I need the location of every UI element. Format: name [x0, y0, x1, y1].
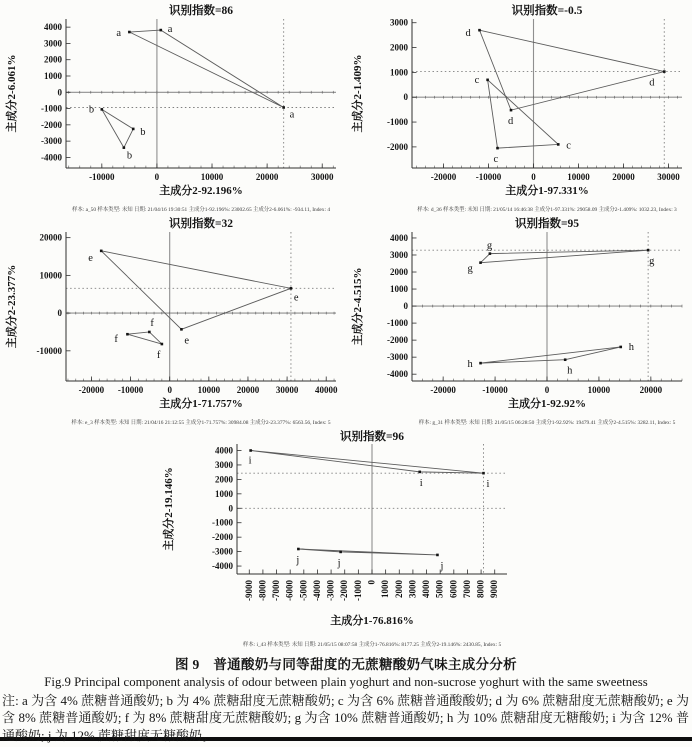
- y-tick-label: 4000: [44, 22, 62, 33]
- data-point-g: [647, 249, 650, 252]
- y-tick-label: 2000: [390, 42, 408, 53]
- sample-info-caption: 样本: d_36 样本类型: 未知 日期: 21/05/14 16:46:38 主成分1-97.331%: 29058.09 主成分2-1.409%: 1032.23, Index: 3: [417, 207, 677, 213]
- y-tick-label: 3000: [214, 459, 233, 470]
- y-tick-label: 2000: [214, 474, 233, 485]
- point-label-i: i: [486, 479, 489, 491]
- x-axis-label: 主成分1-97.331%: [505, 185, 589, 197]
- point-label-e: e: [293, 292, 299, 304]
- sample-group-j-triangle: [298, 549, 437, 555]
- y-tick-label: 2000: [390, 267, 408, 278]
- y-tick-label: -4000: [211, 561, 233, 572]
- point-label-j: j: [439, 560, 443, 572]
- data-point-a: [128, 31, 131, 34]
- y-tick-label: 1000: [44, 70, 62, 81]
- data-point-b: [123, 146, 126, 149]
- y-axis-label: 主成分2-6.061%: [6, 54, 18, 133]
- chart-title: 识别指数=96: [339, 431, 404, 443]
- point-label-f: f: [114, 334, 118, 346]
- y-axis-label: 主成分2-4.515%: [352, 267, 364, 346]
- point-label-h: h: [567, 365, 573, 377]
- data-point-h: [619, 346, 622, 349]
- x-tick-label: 0: [154, 172, 160, 182]
- chart-title: 识别指数=32: [168, 218, 234, 230]
- pca-chart-ij: [159, 428, 534, 650]
- x-tick-label: 4000: [420, 580, 431, 598]
- y-tick-label: 10000: [39, 270, 62, 281]
- x-axis-label: 主成分1-76.816%: [329, 615, 414, 627]
- x-tick-label: -10000: [89, 172, 115, 182]
- y-tick-label: 0: [57, 87, 62, 98]
- x-axis-label: 主成分2-92.196%: [159, 185, 243, 197]
- x-tick-label: 0: [544, 385, 550, 395]
- data-point-f: [148, 331, 151, 334]
- y-tick-label: -10000: [36, 345, 62, 356]
- data-point-b: [101, 108, 104, 111]
- x-tick-label: 6000: [447, 580, 458, 598]
- y-tick-label: 2000: [44, 54, 62, 65]
- y-tick-label: -1000: [387, 117, 408, 128]
- point-label-b: b: [126, 150, 133, 162]
- y-axis-label: 主成分2-23.377%: [6, 264, 18, 349]
- y-tick-label: -4000: [387, 369, 408, 380]
- x-tick-label: 2000: [393, 580, 404, 598]
- point-label-e: e: [184, 335, 190, 347]
- y-tick-label: 1000: [390, 67, 408, 78]
- y-axis-label: 主成分2-1.409%: [352, 54, 364, 133]
- sample-group-e-triangle: [101, 251, 291, 329]
- y-tick-label: 1000: [214, 488, 233, 499]
- y-tick-label: -2000: [211, 532, 233, 543]
- y-tick-label: 4000: [390, 232, 408, 243]
- x-tick-label: -7000: [270, 580, 281, 601]
- pca-chart-ef: [2, 215, 344, 428]
- y-tick-label: 1000: [390, 284, 408, 295]
- x-tick-label: -3000: [325, 580, 336, 601]
- x-tick-label: 20000: [255, 172, 279, 182]
- point-label-d: d: [649, 77, 655, 89]
- point-label-h: h: [467, 359, 473, 371]
- y-tick-label: -2000: [387, 141, 408, 152]
- point-label-b: b: [88, 104, 95, 116]
- x-tick-label: -6000: [284, 580, 295, 601]
- chart-title: 识别指数=86: [168, 5, 234, 17]
- y-tick-label: -1000: [41, 103, 62, 114]
- x-tick-label: -9000: [243, 580, 254, 601]
- point-label-e: e: [88, 252, 93, 264]
- data-point-d: [663, 70, 666, 73]
- data-point-h: [479, 362, 482, 365]
- x-tick-label: 40000: [314, 385, 338, 395]
- x-tick-label: -10000: [117, 385, 144, 395]
- x-tick-label: 30000: [310, 172, 334, 182]
- data-point-a: [282, 106, 285, 109]
- x-tick-label: 9000: [488, 580, 499, 598]
- sample-group-f-triangle: [127, 332, 161, 344]
- sample-group-b-triangle: [102, 109, 133, 147]
- point-label-d: d: [508, 116, 514, 128]
- data-point-c: [496, 147, 499, 150]
- x-tick-label: -2000: [338, 580, 349, 601]
- x-tick-label: 30000: [275, 385, 299, 395]
- data-point-e: [100, 250, 103, 253]
- point-label-a: a: [289, 109, 295, 121]
- y-tick-label: 0: [403, 301, 408, 312]
- data-point-j: [297, 548, 300, 551]
- y-tick-label: -4000: [41, 152, 62, 163]
- chart-title: 识别指数=95: [514, 218, 580, 230]
- y-tick-label: 3000: [390, 249, 408, 260]
- x-tick-label: -20000: [78, 385, 105, 395]
- data-point-g: [489, 252, 492, 255]
- x-tick-label: -20000: [430, 172, 457, 182]
- x-tick-label: 8000: [475, 580, 486, 598]
- data-point-j: [339, 551, 342, 554]
- pca-chart-ab: [2, 2, 344, 215]
- figure-caption-en: Fig.9 Principal component analysis of odour between plain yoghurt and non-sucrose yoghurt with the same sweetness: [44, 675, 648, 689]
- data-point-h: [564, 358, 567, 361]
- data-point-c: [557, 143, 560, 146]
- y-axis-label: 主成分2-19.146%: [162, 467, 175, 551]
- point-label-d: d: [465, 28, 471, 40]
- point-label-b: b: [140, 126, 146, 138]
- data-point-d: [510, 109, 513, 112]
- x-tick-label: 10000: [197, 385, 221, 395]
- x-tick-label: 7000: [461, 580, 472, 598]
- x-tick-label: -20000: [430, 385, 456, 395]
- x-tick-label: 30000: [657, 172, 680, 182]
- x-tick-label: -1000: [352, 580, 363, 601]
- sample-group-a-triangle: [129, 30, 283, 107]
- data-point-a: [159, 29, 162, 32]
- x-tick-label: -10000: [482, 385, 508, 395]
- sample-group-h-triangle: [481, 347, 621, 363]
- chart-title: 识别指数=-0.5: [511, 5, 583, 17]
- y-tick-label: -3000: [41, 136, 62, 147]
- charts-row-1: [0, 2, 692, 215]
- charts-row-2: [0, 215, 692, 428]
- x-tick-label: 10000: [567, 172, 590, 182]
- sample-info-caption: 样本: a_50 样本类型: 未知 日期: 21/04/16 19:30:51 主成分1-92.196%: 23002.65 主成分2-6.061%: -934.11, Index: 4: [71, 207, 331, 213]
- point-label-a: a: [116, 28, 122, 40]
- point-label-c: c: [493, 154, 499, 166]
- x-axis-label: 主成分1-92.92%: [508, 398, 586, 410]
- charts-row-3: [0, 428, 692, 650]
- x-tick-label: 0: [531, 172, 536, 182]
- x-tick-label: 3000: [406, 580, 417, 598]
- point-label-j: j: [337, 557, 341, 569]
- data-point-g: [479, 261, 482, 264]
- y-tick-label: -2000: [41, 119, 62, 130]
- data-point-i: [482, 472, 485, 475]
- y-tick-label: -1000: [387, 318, 408, 329]
- y-tick-label: 3000: [44, 38, 62, 49]
- data-point-d: [478, 29, 481, 32]
- x-tick-label: -5000: [297, 580, 308, 601]
- y-tick-label: 0: [403, 92, 408, 103]
- y-tick-label: 0: [228, 503, 233, 514]
- data-point-b: [132, 128, 135, 131]
- data-point-e: [180, 328, 183, 331]
- x-tick-label: 0: [366, 580, 376, 585]
- point-label-c: c: [474, 74, 480, 86]
- y-tick-label: 3000: [390, 17, 408, 28]
- point-label-g: g: [467, 263, 473, 275]
- point-label-a: a: [167, 24, 173, 36]
- point-label-h: h: [628, 341, 634, 353]
- x-tick-label: -10000: [475, 172, 502, 182]
- x-tick-label: 5000: [434, 580, 445, 598]
- sample-group-c-triangle: [488, 80, 559, 148]
- sample-group-i-triangle: [250, 451, 483, 474]
- point-label-f: f: [150, 317, 154, 329]
- y-tick-label: -1000: [211, 517, 233, 528]
- point-label-c: c: [566, 140, 571, 152]
- point-label-f: f: [156, 350, 161, 362]
- x-tick-label: 10000: [200, 172, 224, 182]
- x-tick-label: 20000: [612, 172, 635, 182]
- x-tick-label: -8000: [256, 580, 267, 601]
- y-tick-label: -2000: [387, 335, 408, 346]
- x-tick-label: 10000: [587, 385, 611, 395]
- point-label-i: i: [419, 477, 423, 489]
- data-point-e: [290, 287, 293, 290]
- figure-notes: 注: a 为含 4% 蔗糖普通酸奶; b 为 4% 蔗糖甜度无蔗糖酸奶; c 为含 6% 蔗糖普通酸酸奶; d 为 6% 蔗糖甜度无蔗糖酸奶; e 为含 8% 蔗糖普通酸奶; f 为 8% 蔗糖甜度无蔗糖酸奶; g 为含 10% 蔗糖普通酸奶; h 为 10% 蔗糖甜度无糖酸奶; i 为含 12% 普通酸奶; j 为 12% 蔗糖甜度无糖酸奶。: [2, 693, 689, 743]
- y-tick-label: 20000: [39, 232, 62, 243]
- sample-info-caption: 样本: g_31 样本类型: 未知 日期: 21/05/15 06:28:50 主成分1-92.92%: 19479.41 主成分2-4.515%: 3282.11, Index: 5: [418, 420, 676, 426]
- data-point-i: [418, 471, 421, 474]
- y-tick-label: 4000: [214, 445, 233, 456]
- data-point-f: [126, 333, 129, 336]
- y-tick-label: -3000: [211, 546, 233, 557]
- point-label-g: g: [486, 240, 493, 252]
- y-tick-label: -3000: [387, 352, 408, 363]
- x-tick-label: 0: [167, 385, 172, 395]
- y-tick-label: 0: [57, 308, 62, 319]
- x-tick-label: 1000: [379, 580, 390, 598]
- sample-group-g-triangle: [481, 250, 649, 262]
- x-tick-label: -4000: [311, 580, 322, 601]
- point-label-i: i: [248, 455, 252, 467]
- data-point-j: [436, 554, 439, 557]
- sample-info-caption: 样本: e_3 样本类型: 未知 日期: 21/04/16 21:12:55 主成分1-71.757%: 30984.08 主成分2-23.377%: 6563.56, Index: 5: [71, 420, 331, 426]
- pca-chart-gh: [348, 215, 690, 428]
- x-tick-label: 20000: [639, 385, 663, 395]
- data-point-c: [486, 79, 489, 82]
- pca-chart-cd: [348, 2, 690, 215]
- sample-info-caption: 样本: i_43 样本类型: 未知 日期: 21/05/15 08:07:58 主成分1-76.816%: 8177.25 主成分2-19.146%: 2430.85, Index: 5: [242, 642, 501, 648]
- figure-caption-zh: 图 9 普通酸奶与同等甜度的无蔗糖酸奶气味主成分分析: [175, 657, 517, 672]
- data-point-i: [249, 449, 252, 452]
- data-point-f: [161, 343, 164, 346]
- point-label-g: g: [649, 256, 655, 268]
- x-tick-label: 20000: [236, 385, 260, 395]
- x-axis-label: 主成分1-71.757%: [159, 398, 243, 410]
- point-label-j: j: [295, 555, 299, 567]
